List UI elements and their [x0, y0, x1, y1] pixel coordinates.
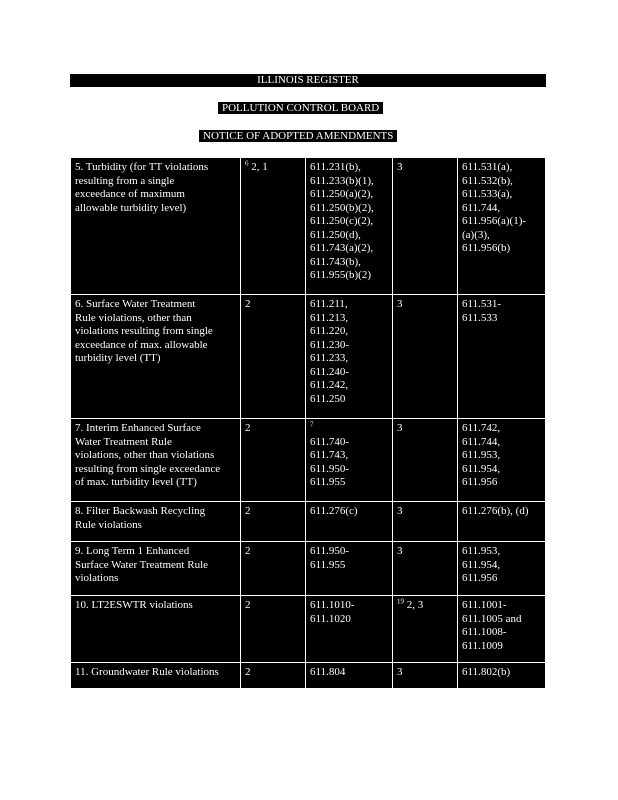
desc-lines [75, 505, 236, 532]
citation-cell [306, 419, 393, 502]
text-line: exceedance of maximum [75, 188, 185, 200]
citation-lines [310, 298, 388, 406]
text-line: 611.804 [310, 666, 346, 678]
citation-lines-2 [462, 161, 541, 256]
text-line: 611.953, [462, 449, 501, 461]
table-row [71, 502, 546, 542]
text-line: 611.956(a)(1)- [462, 215, 527, 227]
citation-lines-2 [462, 666, 541, 680]
text-line: 611.802(b) [462, 666, 511, 678]
text-line: (a)(3), [462, 228, 490, 241]
citation-cell-2 [458, 596, 546, 663]
text-line: 611.230- [310, 338, 350, 351]
citation-cell-2 [458, 663, 546, 689]
citation-lines [310, 599, 388, 626]
tier-value: 2 [245, 599, 251, 611]
text-line: 611.250(c)(2), [310, 215, 374, 227]
table-row [71, 542, 546, 596]
table-row [71, 596, 546, 663]
text-line: exceedance of max. allowable [75, 338, 208, 351]
text-line: 611.231(b), [310, 161, 361, 173]
text-line: Rule violations [75, 518, 142, 531]
text-line: 611.250(a)(2), [310, 188, 374, 200]
text-line: 611.1005 and [462, 612, 522, 625]
board-title: POLLUTION CONTROL BOARD [218, 102, 383, 114]
text-line: 611.532(b), [462, 174, 513, 187]
desc-lines [75, 161, 236, 215]
footnote-ref: 6 [245, 159, 249, 168]
text-line: 611.744, [462, 435, 501, 448]
desc-lines [75, 599, 236, 613]
citation-cell [306, 295, 393, 419]
violation-description [71, 663, 241, 689]
text-line: 611.950- [310, 462, 350, 475]
tier-cell-2 [393, 663, 458, 689]
tier-cell [241, 542, 306, 596]
footnote-ref: 19 [397, 597, 404, 606]
text-line: 611.233, [310, 352, 349, 364]
text-line: 611.1020 [310, 612, 351, 625]
violation-description [71, 596, 241, 663]
text-line: 611.1010- [310, 599, 355, 611]
tier-value-2: 3 [397, 422, 403, 434]
citation-lines [310, 666, 388, 680]
violation-description [71, 419, 241, 502]
violation-description [71, 295, 241, 419]
desc-lines [75, 545, 236, 586]
text-line: violations [75, 572, 119, 584]
text-line: Water Treatment Rule [75, 435, 172, 448]
text-line: 611.220, [310, 325, 349, 337]
text-line: 611.954, [462, 558, 501, 571]
text-line: 611.276(c) [310, 505, 358, 517]
citation-cell-2 [458, 502, 546, 542]
text-line: 611.740- [310, 435, 350, 448]
desc-lines [75, 422, 236, 490]
text-line: allowable turbidity level) [75, 201, 187, 214]
text-line: 6. Surface Water Treatment [75, 298, 196, 310]
violations-table-body [71, 158, 546, 689]
tier-cell-2 [393, 419, 458, 502]
text-line: 611.533(a), [462, 188, 513, 200]
text-line: 611.240- [310, 365, 350, 378]
tier-cell-2 [393, 596, 458, 663]
tier-cell [241, 663, 306, 689]
tier-cell-2 [393, 158, 458, 295]
tier-value-2: 3 [397, 666, 403, 678]
text-line: Rule violations, other than [75, 311, 192, 324]
desc-lines [75, 666, 236, 680]
tier-value-2: 3 [397, 298, 403, 310]
text-line: 611.211, [310, 298, 348, 310]
citation-cell [306, 502, 393, 542]
tier-value-2: 2, 3 [404, 599, 424, 611]
text-line: resulting from single exceedance [75, 462, 221, 475]
text-line: 611.743(a)(2), [310, 242, 374, 254]
text-line: 9. Long Term 1 Enhanced [75, 545, 190, 557]
text-line: 611.956 [462, 476, 498, 488]
citation-cell-2 [458, 542, 546, 596]
text-line: 611.213, [310, 311, 349, 324]
footnote-ref: 7 [310, 420, 314, 429]
text-line: 611.250(d), [310, 228, 361, 241]
text-line: 611.533 [462, 311, 498, 324]
tier-cell-2 [393, 502, 458, 542]
violation-description [71, 158, 241, 295]
tier-cell [241, 295, 306, 419]
register-title: ILLINOIS REGISTER [70, 74, 546, 87]
text-line: 611.531(a), [462, 161, 513, 173]
text-line: 611.233(b)(1), [310, 174, 374, 187]
tier-value-2: 3 [397, 505, 403, 517]
text-line: 611.531- [462, 298, 502, 310]
text-line: 611.1001- [462, 599, 507, 611]
text-line: violations, other than violations [75, 449, 215, 461]
citation-cell-2 [458, 295, 546, 419]
tier-value: 2 [245, 422, 251, 434]
tier-value: 2 [245, 505, 251, 517]
tier-cell [241, 158, 306, 295]
text-line: 611.743, [310, 449, 349, 461]
table-row [71, 295, 546, 419]
violation-description [71, 502, 241, 542]
tier-value-2: 3 [397, 161, 403, 173]
citation-cell-2 [458, 419, 546, 502]
text-line: 611.956 [462, 572, 498, 584]
text-line: 611.742, [462, 422, 501, 434]
tier-value: 2 [245, 666, 251, 678]
citation-lines [310, 545, 388, 572]
text-line: 611.1008- [462, 626, 507, 638]
tier-value: 2 [245, 298, 251, 310]
citation-lines [310, 161, 388, 283]
citation-lines-2 [462, 422, 541, 490]
tier-value: 2 [245, 545, 251, 557]
notice-title: NOTICE OF ADOPTED AMENDMENTS [199, 130, 397, 142]
text-line: 5. Turbidity (for TT violations [75, 161, 209, 173]
citation-cell [306, 596, 393, 663]
text-line: 611.955 [310, 476, 346, 488]
text-line: 611.956(b) [462, 242, 511, 254]
text-line: Surface Water Treatment Rule [75, 558, 209, 571]
text-line: turbidity level (TT) [75, 352, 161, 364]
desc-lines [75, 298, 236, 366]
text-line: 10. LT2ESWTR violations [75, 599, 193, 611]
text-line: 611.950- [310, 545, 350, 557]
text-line: of max. turbidity level (TT) [75, 476, 197, 488]
text-line: 611.953, [462, 545, 501, 557]
text-line: 611.1009 [462, 639, 503, 652]
tier-cell-2 [393, 295, 458, 419]
text-line: 611.955 [310, 558, 346, 571]
violations-table [70, 157, 546, 689]
tier-cell-2 [393, 542, 458, 596]
citation-lines-2 [462, 545, 541, 586]
violation-description [71, 542, 241, 596]
text-line: 611.744, [462, 201, 501, 214]
citation-lines [310, 436, 388, 490]
text-line: 611.743(b), [310, 255, 361, 268]
citation-cell [306, 158, 393, 295]
table-row [71, 419, 546, 502]
citation-cell [306, 542, 393, 596]
table-row [71, 158, 546, 295]
citation-lines-2 [462, 505, 541, 519]
text-line: resulting from a single [75, 174, 175, 187]
citation-cell-2 [458, 158, 546, 295]
table-row [71, 663, 546, 689]
citation-lines [310, 505, 388, 519]
tier-cell [241, 502, 306, 542]
text-line: 611.954, [462, 462, 501, 475]
text-line: 611.242, [310, 379, 349, 391]
text-line: 611.250(b)(2), [310, 201, 374, 214]
tier-cell [241, 596, 306, 663]
text-line: 611.955(b)(2) [310, 269, 371, 281]
text-line: 611.250 [310, 392, 346, 405]
tier-cell [241, 419, 306, 502]
citation-cell [306, 663, 393, 689]
text-line: 7. Interim Enhanced Surface [75, 422, 201, 434]
tier-value: 2, 1 [248, 161, 268, 173]
text-line: 8. Filter Backwash Recycling [75, 505, 206, 517]
text-line: 11. Groundwater Rule violations [75, 666, 219, 678]
citation-lines-2 [462, 599, 541, 653]
citation-lines-2 [462, 298, 541, 325]
tier-value-2: 3 [397, 545, 403, 557]
text-line: 611.276(b), (d) [462, 505, 529, 517]
text-line: violations resulting from single [75, 325, 213, 337]
